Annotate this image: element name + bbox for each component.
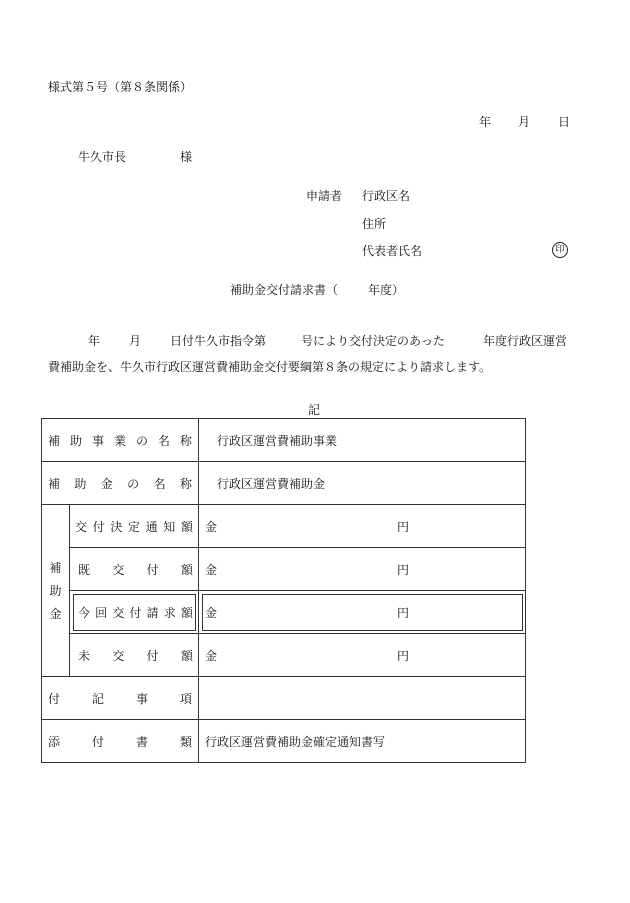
table-row xyxy=(42,720,526,763)
table-row xyxy=(42,462,526,505)
value-unpaid: 金 円 xyxy=(199,634,526,677)
value-grant-name: 行政区運営費補助金 xyxy=(199,462,526,505)
body-month: 月 xyxy=(129,334,142,348)
table-row xyxy=(42,634,526,677)
label-already-paid: 既 交 付 額 xyxy=(70,548,199,591)
value-project-name: 行政区運営費補助事業 xyxy=(199,419,526,462)
label-grant-name: 補 助 金 の 名 称 xyxy=(42,462,199,505)
seal-mark: 印 xyxy=(552,242,568,258)
label-decided-amount: 交 付 決 定 通 知 額 xyxy=(70,505,199,548)
addressee-name: 牛久市長 xyxy=(78,150,127,164)
date-day: 日 xyxy=(558,115,571,129)
document-title-right: 年度） xyxy=(368,283,405,297)
addressee-honorific: 様 xyxy=(180,150,193,164)
date-year: 年 xyxy=(479,115,492,129)
table-row xyxy=(42,419,526,462)
applicant-representative: 代表者氏名 xyxy=(362,244,423,258)
label-current-request: 今 回 交 付 請 求 額 xyxy=(70,591,199,634)
value-decided-amount: 金 円 xyxy=(199,505,526,548)
applicant-district: 行政区名 xyxy=(362,189,411,203)
value-current-request: 金 円 xyxy=(199,591,526,634)
applicant-label: 申請者 xyxy=(306,189,343,203)
value-already-paid: 金 円 xyxy=(199,548,526,591)
form-label: 様式第５号（第８条関係） xyxy=(48,80,193,94)
table-row xyxy=(42,505,526,548)
ki-heading: 記 xyxy=(308,403,321,417)
seal-icon xyxy=(552,241,568,258)
body-text-line2: 費補助金を、牛久市行政区運営費補助金交付要綱第８条の規定により請求します。 xyxy=(48,360,492,374)
label-notes: 付 記 事 項 xyxy=(42,677,199,720)
body-text-1: 日付牛久市指令第 xyxy=(170,334,267,348)
label-project-name: 補 助 事 業 の 名 称 xyxy=(42,419,199,462)
value-notes xyxy=(199,677,526,720)
label-attachments: 添 付 書 類 xyxy=(42,720,199,763)
table-row xyxy=(42,548,526,591)
applicant-address: 住所 xyxy=(362,217,387,231)
label-unpaid: 未 交 付 額 xyxy=(70,634,199,677)
table-row-highlighted xyxy=(42,591,526,634)
document-title-left: 補助金交付請求書（ xyxy=(230,283,339,297)
date-month: 月 xyxy=(518,115,531,129)
table-row xyxy=(42,677,526,720)
subsidy-side-label: 補 助 金 xyxy=(42,505,70,677)
request-table xyxy=(41,418,526,763)
body-text-2: 号により交付決定のあった xyxy=(301,334,445,348)
body-year: 年 xyxy=(88,334,101,348)
body-text-3: 年度行政区運営 xyxy=(483,334,568,348)
value-attachments: 行政区運営費補助金確定通知書写 xyxy=(199,720,526,763)
